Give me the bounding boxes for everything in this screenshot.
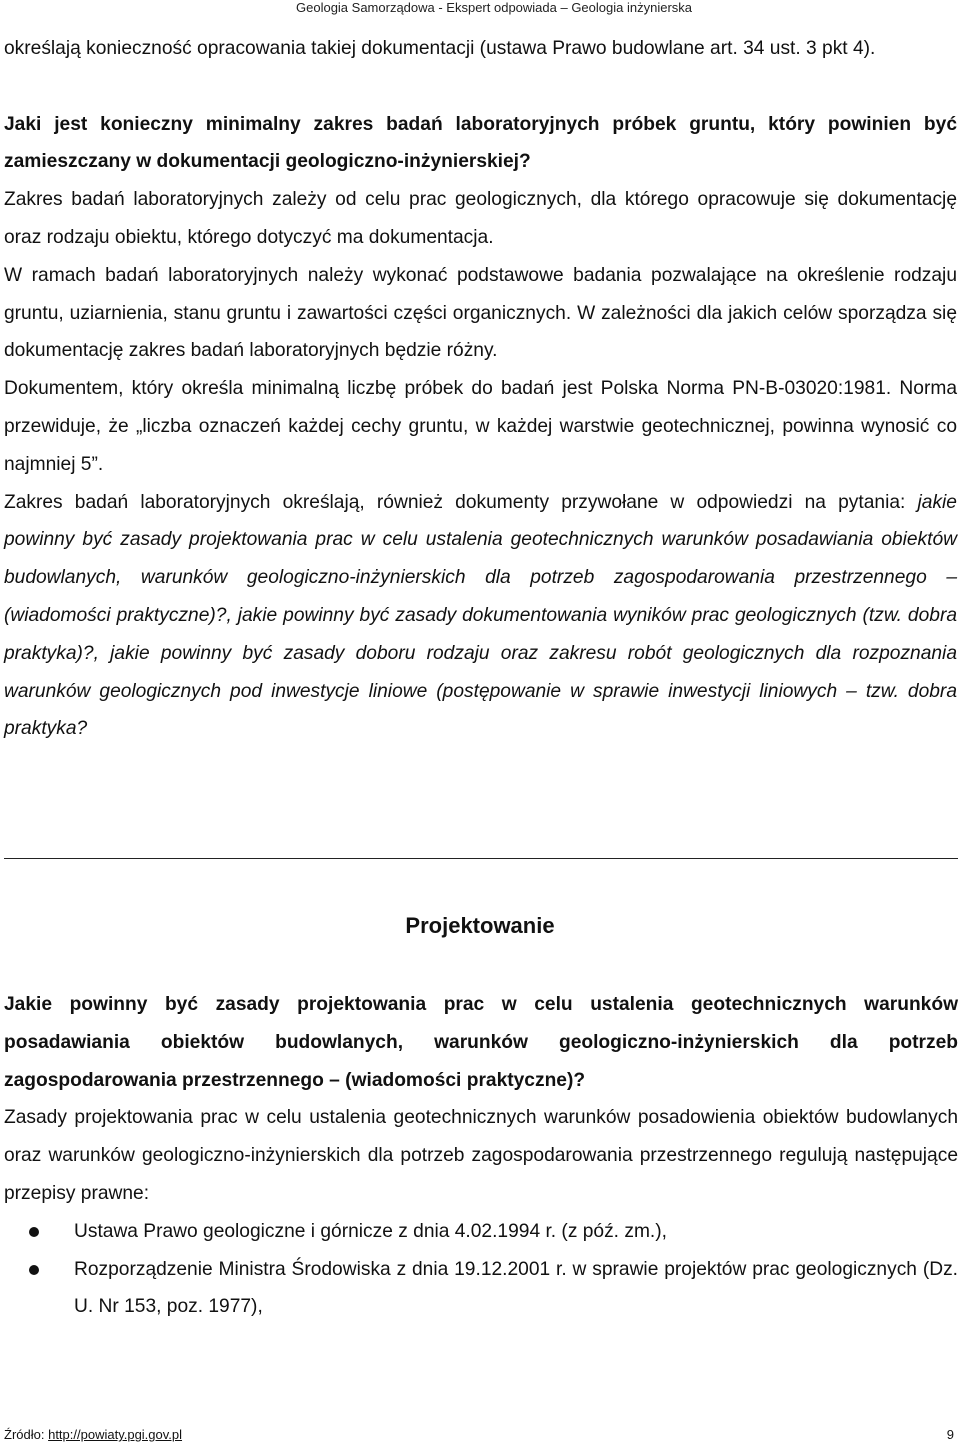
legal-acts-list [4, 1213, 958, 1326]
section-divider [4, 858, 958, 859]
source-link[interactable]: http://powiaty.pgi.gov.pl [48, 1427, 183, 1442]
section-answer: Zasady projektowania prac w celu ustalenia geotechnicznych warunków posadowienia obiektów budowlanych oraz warunków geologiczno-inżynierskich dla potrzeb zagospodarowania przestrzennego regulują następujące przepisy prawne: [4, 1107, 958, 1204]
referenced-questions: jakie powinny być zasady projektowania prac w celu ustalenia geotechnicznych warunków posadawiania obiektów budowlanych, warunków geologiczno-inżynierskich dla potrzeb zagospodarowania przestrzennego – (wiadomości praktyczne)?, jakie powinny być zasady dokumentowania wyników prac geologicznych (tzw. dobra praktyka)?, jakie powinny być zasady doboru rodzaju oraz zakresu robót geologicznych dla rozpoznania warunków geologicznych pod inwestycje liniowe (postępowanie w sprawie inwestycji liniowych – tzw. dobra praktyka? [4, 491, 957, 740]
references-intro: Zakres badań laboratoryjnych określają, również dokumenty przywołane w odpowiedzi na pytania: [4, 491, 906, 513]
question-heading: Jaki jest konieczny minimalny zakres badań laboratoryjnych próbek gruntu, który powinien być zamieszczany w dokumentacji geologiczno-inżynierskiej? [4, 113, 957, 173]
running-header: Geologia Samorządowa - Ekspert odpowiada – Geologia inżynierska [296, 0, 692, 15]
paragraph-continuation: określają konieczność opracowania takiej dokumentacji (ustawa Prawo budowlane art. 34 ust. 3 pkt 4). [4, 38, 876, 59]
list-item-text: Rozporządzenie Ministra Środowiska z dnia 19.12.2001 r. w sprawie projektów prac geologicznych (Dz. U. Nr 153, poz. 1977), [74, 1258, 958, 1318]
page-footer [4, 1426, 954, 1444]
answer-paragraph-3: Dokumentem, który określa minimalną liczbę próbek do badań jest Polska Norma PN-B-03020:1981. Norma przewiduje, że „liczba oznaczeń każdej cechy gruntu, w każdej warstwie geotechnicznej, powinna wynosić co najmniej 5”. [4, 378, 957, 475]
answer-paragraph-1: Zakres badań laboratoryjnych zależy od celu prac geologicznych, dla którego opracowuje się dokumentację oraz rodzaju obiektu, którego dotyczyć ma dokumentacja. [4, 189, 957, 248]
list-item [4, 1251, 958, 1327]
section-title: Projektowanie [405, 913, 555, 938]
section-question: Jakie powinny być zasady projektowania prac w celu ustalenia geotechnicznych warunków posadawiania obiektów budowlanych, warunków geologiczno-inżynierskich dla potrzeb zagospodarowania przestrzennego – (wiadomości praktyczne)? [4, 994, 958, 1091]
section-body [4, 986, 958, 1326]
bullet-icon [29, 1227, 39, 1237]
source-label: Źródło: [4, 1427, 45, 1442]
page-body [4, 30, 957, 748]
list-item-text: Ustawa Prawo geologiczne i górnicze z dnia 4.02.1994 r. (z póź. zm.), [74, 1220, 667, 1242]
page-number: 9 [946, 1427, 954, 1442]
answer-paragraph-2: W ramach badań laboratoryjnych należy wykonać podstawowe badania pozwalające na określenie rodzaju gruntu, uziarnienia, stanu gruntu i zawartości części organicznych. W zależności dla jakich celów sporządza się dokumentację zakres badań laboratoryjnych będzie różny. [4, 264, 957, 362]
list-item [4, 1213, 958, 1251]
answer-paragraph-4 [4, 484, 957, 749]
bullet-icon [29, 1265, 39, 1275]
